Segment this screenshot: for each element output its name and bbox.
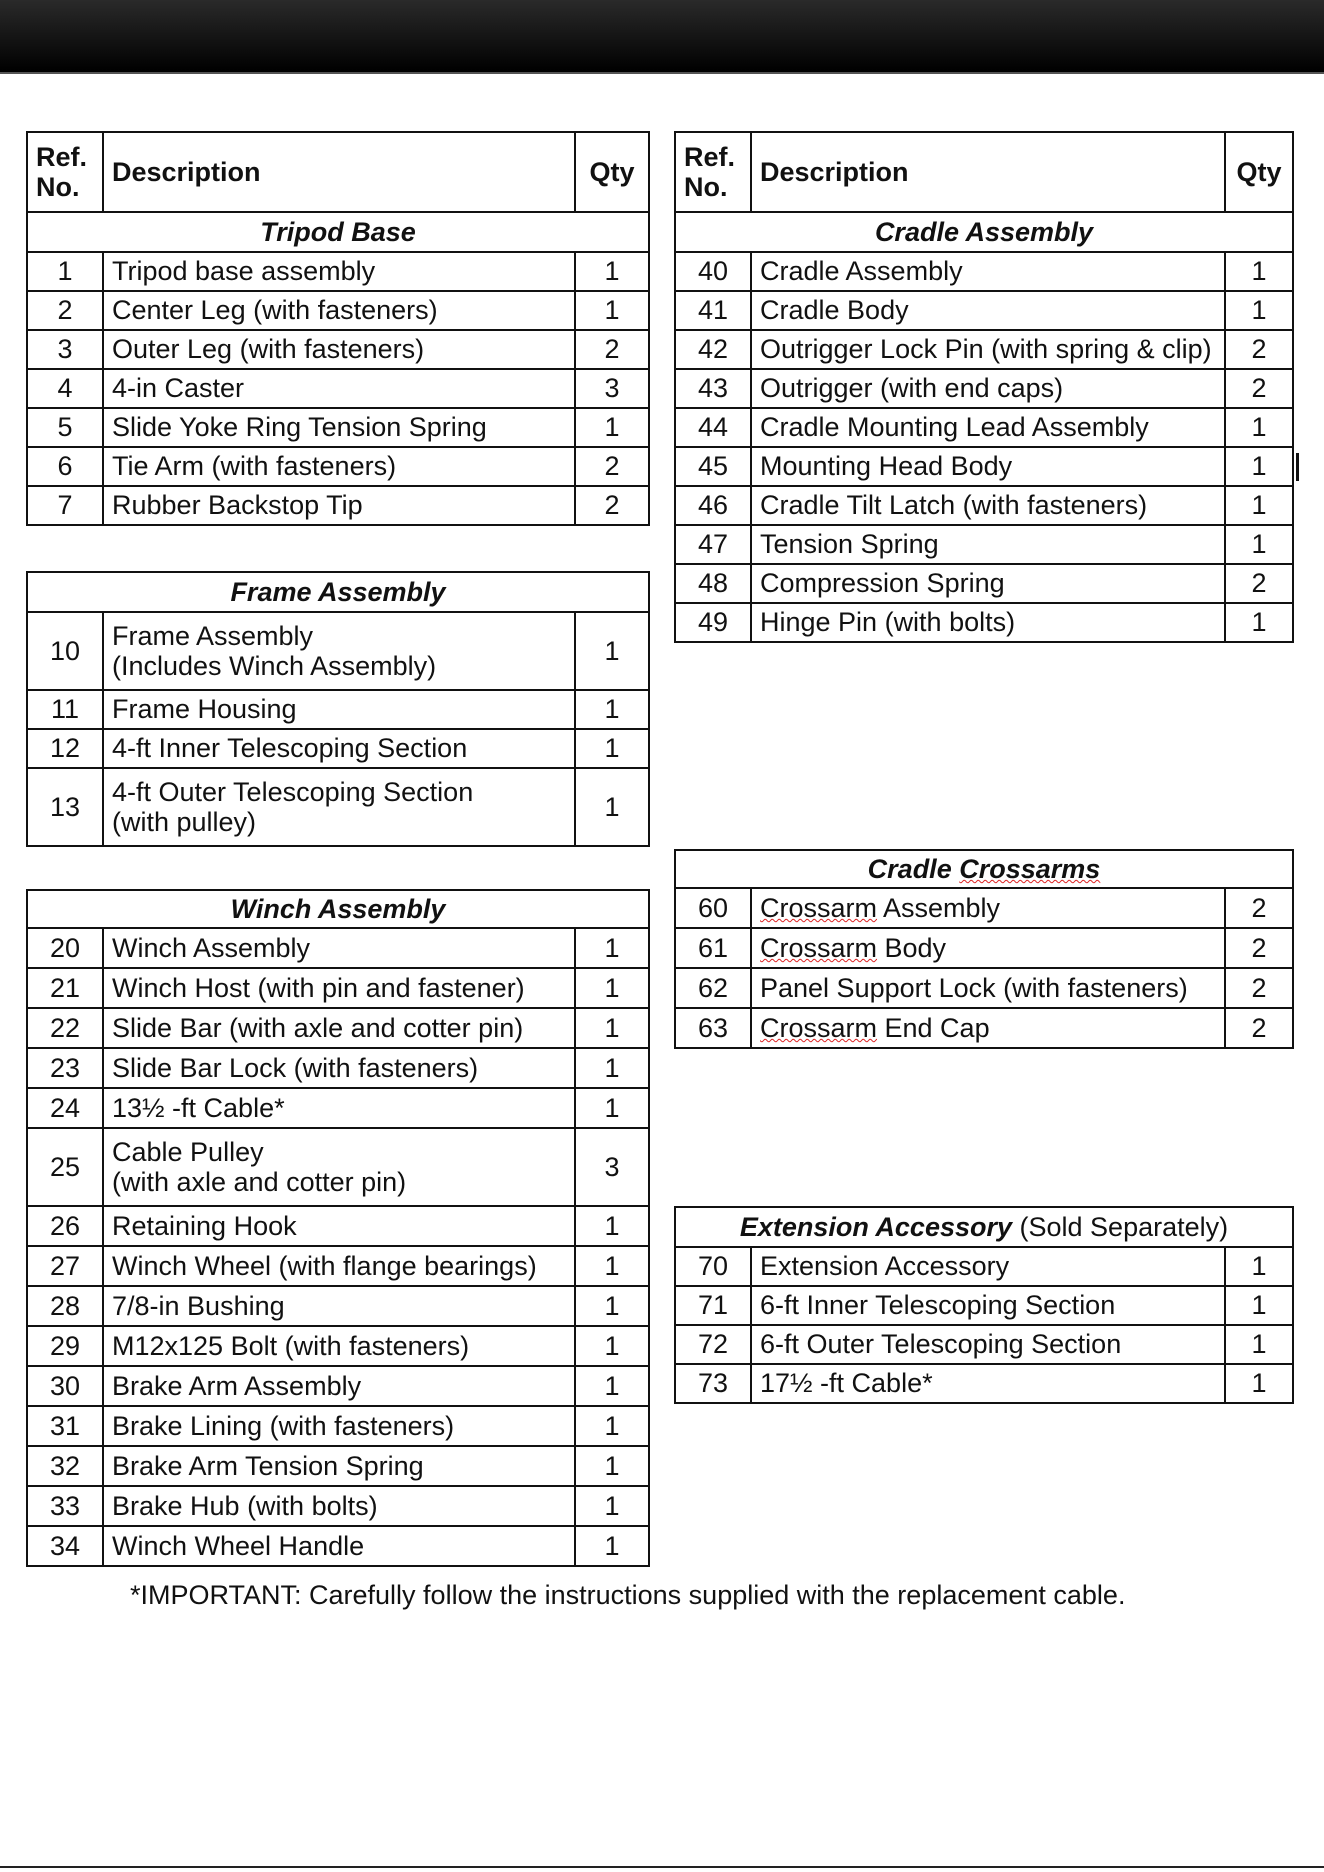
quantity: 2 [1225, 564, 1293, 603]
table-row [27, 1286, 649, 1326]
table-row [27, 1486, 649, 1526]
quantity: 2 [1225, 330, 1293, 369]
quantity: 1 [1225, 525, 1293, 564]
table-row [27, 1048, 649, 1088]
quantity: 1 [1225, 408, 1293, 447]
ref-number: 62 [675, 968, 751, 1008]
ref-number: 2 [27, 291, 103, 330]
table-row [675, 408, 1293, 447]
table-row [675, 369, 1293, 408]
table-row [675, 1286, 1293, 1325]
ref-number: 43 [675, 369, 751, 408]
table-row [675, 447, 1293, 486]
quantity: 2 [575, 486, 649, 525]
table-row [675, 603, 1293, 642]
margin-mark [1296, 453, 1299, 481]
table-row [27, 291, 649, 330]
frame-assembly-table [26, 571, 650, 847]
ref-number: 25 [27, 1128, 103, 1206]
ref-number: 41 [675, 291, 751, 330]
quantity: 1 [1225, 1247, 1293, 1286]
ref-no-header: Ref. No. [27, 132, 103, 212]
table-row [675, 928, 1293, 968]
table-row [27, 729, 649, 768]
part-description: 4-ft Outer Telescoping Section (with pulley) [103, 768, 575, 846]
part-description: Cradle Body [751, 291, 1225, 330]
part-description: Cradle Tilt Latch (with fasteners) [751, 486, 1225, 525]
table-row [27, 408, 649, 447]
table-row [675, 1364, 1293, 1403]
quantity: 3 [575, 1128, 649, 1206]
table-row [27, 252, 649, 291]
ref-number: 30 [27, 1366, 103, 1406]
ref-number: 48 [675, 564, 751, 603]
part-description: Hinge Pin (with bolts) [751, 603, 1225, 642]
quantity: 2 [1225, 888, 1293, 928]
quantity: 3 [575, 369, 649, 408]
ref-number: 13 [27, 768, 103, 846]
quantity: 1 [575, 1526, 649, 1566]
section-title: Cradle Crossarms [675, 850, 1293, 888]
ref-number: 63 [675, 1008, 751, 1048]
qty-header: Qty [1225, 132, 1293, 212]
important-note: *IMPORTANT: Carefully follow the instructions supplied with the replacement cable. [130, 1580, 1126, 1610]
section-title: Winch Assembly [27, 890, 649, 928]
quantity: 2 [575, 330, 649, 369]
section-title: Frame Assembly [27, 572, 649, 612]
table-row [27, 1246, 649, 1286]
tripod-base-table [26, 131, 650, 526]
ref-number: 32 [27, 1446, 103, 1486]
section-title: Tripod Base [27, 212, 649, 252]
ref-number: 24 [27, 1088, 103, 1128]
part-description: 6-ft Inner Telescoping Section [751, 1286, 1225, 1325]
ref-number: 26 [27, 1206, 103, 1246]
quantity: 1 [1225, 447, 1293, 486]
cradle-assembly-table [674, 131, 1294, 643]
winch-assembly-table [26, 889, 650, 1567]
part-description: 4-in Caster [103, 369, 575, 408]
quantity: 1 [575, 612, 649, 690]
table-row [27, 1206, 649, 1246]
table-row [27, 768, 649, 846]
ref-number: 34 [27, 1526, 103, 1566]
ref-number: 12 [27, 729, 103, 768]
part-description: Extension Accessory [751, 1247, 1225, 1286]
ref-number: 73 [675, 1364, 751, 1403]
quantity: 2 [1225, 968, 1293, 1008]
quantity: 1 [1225, 291, 1293, 330]
quantity: 2 [1225, 928, 1293, 968]
table-row [27, 486, 649, 525]
description-header: Description [751, 132, 1225, 212]
table-row [27, 447, 649, 486]
ref-number: 3 [27, 330, 103, 369]
part-description: Outrigger Lock Pin (with spring & clip) [751, 330, 1225, 369]
part-description: Frame Assembly (Includes Winch Assembly) [103, 612, 575, 690]
quantity: 1 [575, 1206, 649, 1246]
ref-number: 71 [675, 1286, 751, 1325]
part-description: 13½ -ft Cable* [103, 1088, 575, 1128]
ref-number: 28 [27, 1286, 103, 1326]
quantity: 1 [575, 928, 649, 968]
quantity: 1 [575, 1446, 649, 1486]
table-row [675, 968, 1293, 1008]
table-row [675, 1325, 1293, 1364]
part-description: Crossarm Assembly [751, 888, 1225, 928]
ref-number: 46 [675, 486, 751, 525]
table-row [27, 1128, 649, 1206]
part-description: 4-ft Inner Telescoping Section [103, 729, 575, 768]
ref-number: 6 [27, 447, 103, 486]
ref-number: 5 [27, 408, 103, 447]
table-row [675, 252, 1293, 291]
quantity: 1 [1225, 252, 1293, 291]
quantity: 1 [575, 1366, 649, 1406]
part-description: Frame Housing [103, 690, 575, 729]
ref-number: 47 [675, 525, 751, 564]
table-row [675, 564, 1293, 603]
table-row [675, 1247, 1293, 1286]
ref-number: 11 [27, 690, 103, 729]
quantity: 1 [1225, 1364, 1293, 1403]
table-row [27, 1008, 649, 1048]
table-row [675, 525, 1293, 564]
table-row [27, 369, 649, 408]
quantity: 2 [1225, 369, 1293, 408]
table-row [675, 291, 1293, 330]
ref-number: 7 [27, 486, 103, 525]
table-row [27, 1406, 649, 1446]
table-row [27, 928, 649, 968]
part-description: Tripod base assembly [103, 252, 575, 291]
part-description: Brake Arm Assembly [103, 1366, 575, 1406]
table-row [27, 1326, 649, 1366]
quantity: 1 [575, 968, 649, 1008]
quantity: 1 [575, 1486, 649, 1526]
part-description: Slide Bar (with axle and cotter pin) [103, 1008, 575, 1048]
table-row [27, 330, 649, 369]
part-description: Slide Bar Lock (with fasteners) [103, 1048, 575, 1088]
table-row [27, 1446, 649, 1486]
part-description: Outrigger (with end caps) [751, 369, 1225, 408]
part-description: 17½ -ft Cable* [751, 1364, 1225, 1403]
quantity: 1 [575, 1326, 649, 1366]
part-description: Brake Arm Tension Spring [103, 1446, 575, 1486]
quantity: 1 [1225, 1325, 1293, 1364]
quantity: 1 [575, 1008, 649, 1048]
table-row [675, 1008, 1293, 1048]
quantity: 1 [575, 1246, 649, 1286]
part-description: Tie Arm (with fasteners) [103, 447, 575, 486]
quantity: 1 [575, 1406, 649, 1446]
top-header-bar [0, 0, 1324, 74]
part-description: Compression Spring [751, 564, 1225, 603]
part-description: Panel Support Lock (with fasteners) [751, 968, 1225, 1008]
ref-number: 4 [27, 369, 103, 408]
part-description: Cradle Mounting Lead Assembly [751, 408, 1225, 447]
part-description: Slide Yoke Ring Tension Spring [103, 408, 575, 447]
part-description: Center Leg (with fasteners) [103, 291, 575, 330]
ref-number: 27 [27, 1246, 103, 1286]
quantity: 1 [575, 252, 649, 291]
part-description: Cable Pulley (with axle and cotter pin) [103, 1128, 575, 1206]
ref-number: 33 [27, 1486, 103, 1526]
table-row [27, 1526, 649, 1566]
quantity: 1 [1225, 486, 1293, 525]
quantity: 1 [1225, 1286, 1293, 1325]
table-row [675, 486, 1293, 525]
section-title: Cradle Assembly [675, 212, 1293, 252]
extension-accessory-table [674, 1206, 1294, 1404]
ref-number: 42 [675, 330, 751, 369]
ref-number: 44 [675, 408, 751, 447]
part-description: Crossarm End Cap [751, 1008, 1225, 1048]
table-row [27, 690, 649, 729]
ref-number: 10 [27, 612, 103, 690]
quantity: 1 [1225, 603, 1293, 642]
ref-number: 45 [675, 447, 751, 486]
table-row [675, 888, 1293, 928]
part-description: Winch Host (with pin and fastener) [103, 968, 575, 1008]
part-description: Outer Leg (with fasteners) [103, 330, 575, 369]
table-row [27, 1366, 649, 1406]
ref-number: 72 [675, 1325, 751, 1364]
part-description: M12x125 Bolt (with fasteners) [103, 1326, 575, 1366]
part-description: Winch Wheel Handle [103, 1526, 575, 1566]
part-description: Brake Lining (with fasteners) [103, 1406, 575, 1446]
quantity: 1 [575, 690, 649, 729]
ref-number: 49 [675, 603, 751, 642]
table-header-row [27, 132, 649, 212]
ref-number: 29 [27, 1326, 103, 1366]
cradle-crossarms-table [674, 849, 1294, 1049]
part-description: 6-ft Outer Telescoping Section [751, 1325, 1225, 1364]
table-row [675, 330, 1293, 369]
ref-number: 31 [27, 1406, 103, 1446]
ref-number: 40 [675, 252, 751, 291]
quantity: 1 [575, 1088, 649, 1128]
part-description: Tension Spring [751, 525, 1225, 564]
quantity: 2 [1225, 1008, 1293, 1048]
part-description: Winch Assembly [103, 928, 575, 968]
ref-number: 20 [27, 928, 103, 968]
section-title: Extension Accessory (Sold Separately) [675, 1207, 1293, 1247]
table-row [27, 612, 649, 690]
quantity: 2 [575, 447, 649, 486]
part-description: Cradle Assembly [751, 252, 1225, 291]
ref-number: 22 [27, 1008, 103, 1048]
table-row [27, 1088, 649, 1128]
ref-no-header: Ref. No. [675, 132, 751, 212]
quantity: 1 [575, 768, 649, 846]
table-header-row [675, 132, 1293, 212]
quantity: 1 [575, 291, 649, 330]
description-header: Description [103, 132, 575, 212]
ref-number: 70 [675, 1247, 751, 1286]
part-description: Winch Wheel (with flange bearings) [103, 1246, 575, 1286]
table-row [27, 968, 649, 1008]
part-description: Brake Hub (with bolts) [103, 1486, 575, 1526]
bottom-rule [0, 1866, 1324, 1868]
part-description: Rubber Backstop Tip [103, 486, 575, 525]
part-description: Retaining Hook [103, 1206, 575, 1246]
part-description: Mounting Head Body [751, 447, 1225, 486]
ref-number: 23 [27, 1048, 103, 1088]
quantity: 1 [575, 1048, 649, 1088]
part-description: 7/8-in Bushing [103, 1286, 575, 1326]
qty-header: Qty [575, 132, 649, 212]
ref-number: 1 [27, 252, 103, 291]
ref-number: 60 [675, 888, 751, 928]
quantity: 1 [575, 729, 649, 768]
quantity: 1 [575, 408, 649, 447]
part-description: Crossarm Body [751, 928, 1225, 968]
quantity: 1 [575, 1286, 649, 1326]
ref-number: 61 [675, 928, 751, 968]
ref-number: 21 [27, 968, 103, 1008]
